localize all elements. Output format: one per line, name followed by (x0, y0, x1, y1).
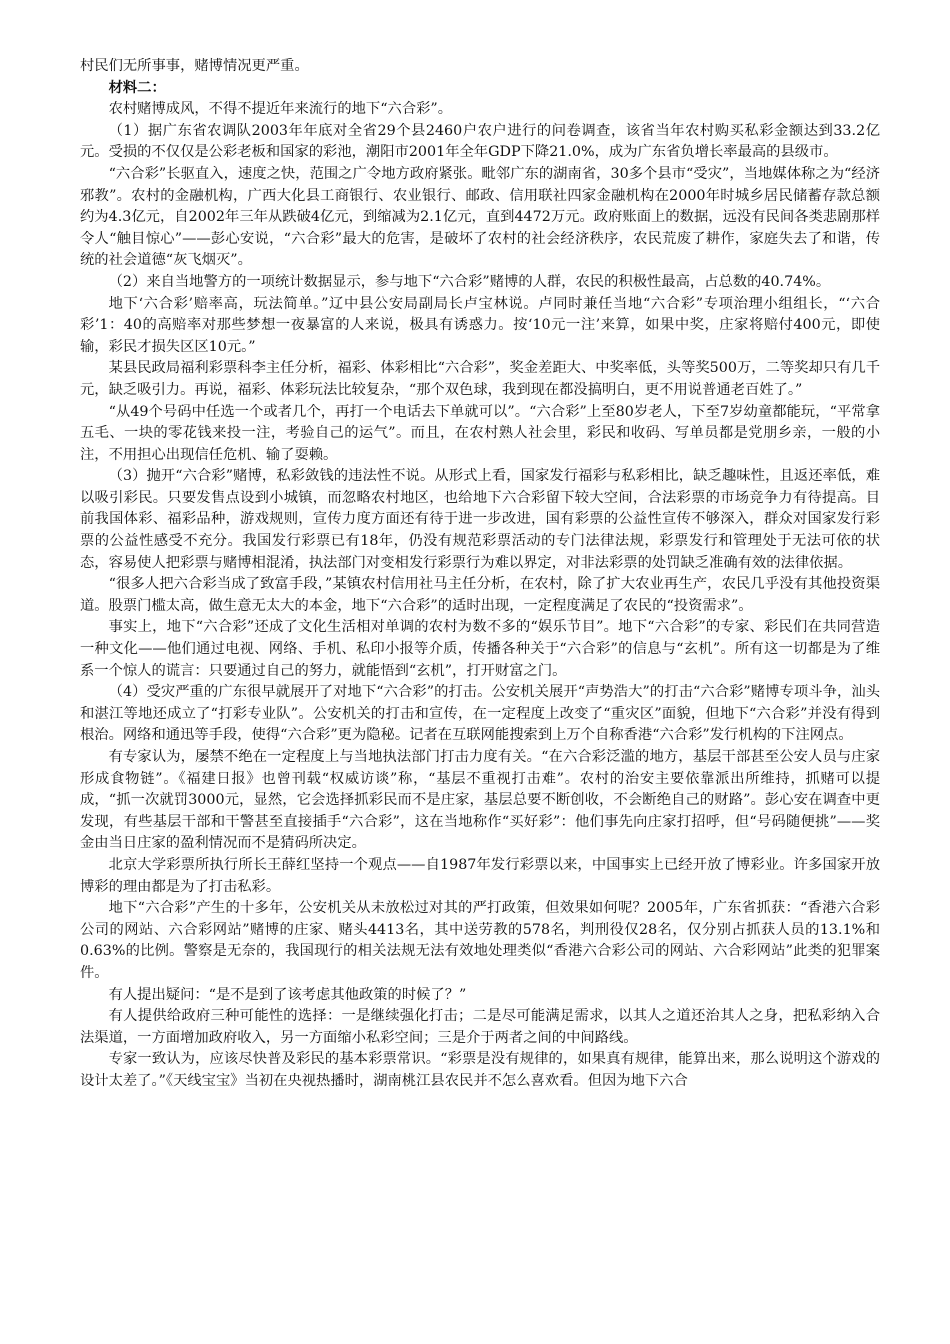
document-page (80, 56, 880, 1093)
paragraph: （3）抛开“六合彩”赌博，私彩敛钱的违法性不说。从形式上看，国家发行福彩与私彩相比，缺乏趣味性，且返还率低，难以吸引彩民。只要发售点设到小城镇，而忽略农村地区，也给地下六合彩留下较大空间，合法彩票的市场竞争力有待提高。目前我国体彩、福彩品种，游戏规则，宣传力度方面还有待于进一步改进，国有彩票的公益性宣传不够深入，群众对国家发行彩票的公益性感受不充分。我国发行彩票已有18年，仍没有规范彩票活动的专门法律法规，彩票发行和管理处于无法可依的状态，容易使人把彩票与赌博相混淆，执法部门对变相发行彩票行为难以界定，对非法彩票的处罚缺乏准确有效的法律依据。 (80, 468, 880, 571)
paragraph: “很多人把六合彩当成了致富手段，”某镇农村信用社马主任分析，在农村，除了扩大农业再生产，农民几乎没有其他投资渠道。股票门槛太高，做生意无太大的本金，地下“六合彩”的适时出现，一定程度满足了农民的“投资需求”。 (80, 576, 880, 614)
paragraph: 北京大学彩票所执行所长王薛红坚持一个观点——自1987年发行彩票以来，中国事实上已经开放了博彩业。许多国家开放博彩的理由都是为了打击私彩。 (80, 856, 880, 895)
paragraph: 村民们无所事事，赌博情况更严重。 (80, 58, 309, 74)
paragraph: “六合彩”长驱直入，速度之快，范围之广令地方政府紧张。毗邻广东的湖南省，30多个县市“受灾”，当地媒体称之为“经济邪教”。农村的金融机构，广西大化县工商银行、农业银行、邮政、信用联社四家金融机构在2000年时城乡居民储蓄存款总额约为4.3亿元，自2002年三年从跌破4亿元，到缩减为2.1亿元，直到4472万元。政府账面上的数据，远没有民间各类悲剧那样令人“触目惊心”——彭心安说，“六合彩”最大的危害，是破坏了农村的社会经济秩序，农民荒废了耕作，家庭失去了和谐，传统的社会道德“灰飞烟灭”。 (80, 165, 880, 269)
paragraph: （1）据广东省农调队2003年年底对全省29个县2460户农户进行的问卷调查，该省当年农村购买私彩金额达到33.2亿元。受损的不仅仅是公彩老板和国家的彩池，潮阳市2001年全年GDP下降21.0%，成为广东省负增长率最高的县级市。 (80, 122, 880, 161)
paragraph: 地下‘六合彩’赔率高，玩法简单。”辽中县公安局副局长卢宝林说。卢同时兼任当地“六合彩”专项治理小组组长，“‘六合彩’1：40的高赔率对那些梦想一夜暴富的人来说，极具有诱惑力。按‘10元一注’来算，如果中奖，庄家将赔付400元，即使输，彩民才损失区区10元。” (80, 295, 880, 355)
paragraph: 有专家认为，屡禁不绝在一定程度上与当地执法部门打击力度有关。“在六合彩泛滥的地方，基层干部甚至公安人员与庄家形成食物链”。《福建日报》也曾刊载“权威访谈”称，“基层不重视打击难”。农村的治安主要依靠派出所维持，抓赌可以提成，“抓一次就罚3000元，显然，它会选择抓彩民而不是庄家，基层总要不断创收，不会断绝自己的财路”。彭心安在调查中更发现，有些基层干部和干警甚至直接插手“六合彩”，这在当地称作“买好彩”：他们事先向庄家打招呼，但“号码随便挑”——奖金由当日庄家的盈利情况而不是猜码所决定。 (80, 749, 880, 852)
section-heading: 材料二： (108, 79, 166, 96)
paragraph: 有人提出疑问：“是不是到了该考虑其他政策的时候了？” (108, 986, 467, 1003)
paragraph: 某县民政局福利彩票科李主任分析，福彩、体彩相比“六合彩”，奖金差距大、中奖率低，头等奖500万，二等奖却只有几千元，缺乏吸引力。再说，福彩、体彩玩法比较复杂，“那个双色球，我到现在都没搞明白，更不用说普通老百姓了。” (80, 360, 880, 398)
paragraph: 地下“六合彩”产生的十多年，公安机关从未放松过对其的严打政策，但效果如何呢？2005年，广东省抓获：“香港六合彩公司的网站、六合彩网站”赌博的庄家、赌头4413名，其中送劳教的578名，判刑役仅28名，仅分别占抓获人员的13.1%和0.63%的比例。警察是无奈的，我国现行的相关法规无法有效地处理类似“香港六合彩公司的网站、六合彩网站”此类的犯罪案件。 (80, 900, 880, 981)
paragraph: 有人提供给政府三种可能性的选择：一是继续强化打击；二是尽可能满足需求，以其人之道还治其人之身，把私彩纳入合法渠道，一方面增加政府收入，另一方面缩小私彩空间；三是介于两者之间的中间路线。 (80, 1008, 880, 1046)
paragraph: （2）来自当地警方的一项统计数据显示，参与地下“六合彩”赌博的人群，农民的积极性最高，占总数的40.74%。 (108, 273, 831, 290)
paragraph: 专家一致认为，应该尽快普及彩民的基本彩票常识。“彩票是没有规律的，如果真有规律，能算出来，那么说明这个游戏的设计太差了。”《天线宝宝》当初在央视热播时，湖南桃江县农民并不怎么喜欢看。但因为地下六合 (80, 1051, 880, 1089)
paragraph: 事实上，地下“六合彩”还成了文化生活相对单调的农村为数不多的“娱乐节目”。地下“六合彩”的专家、彩民们在共同营造一种文化——他们通过电视、网络、手机、私印小报等介质，传播各种关于“六合彩”的信息与“玄机”。所有这一切都是为了维系一个惊人的谎言：只要通过自己的努力，就能悟到“玄机”，打开财富之门。 (80, 619, 880, 679)
paragraph: 农村赌博成风，不得不提近年来流行的地下“六合彩”。 (108, 101, 453, 118)
paragraph: （4）受灾严重的广东很早就展开了对地下“六合彩”的打击。公安机关展开“声势浩大”的打击“六合彩”赌博专项斗争，汕头和湛江等地还成立了“打彩专业队”。公安机关的打击和宣传，在一定程度上改变了“重灾区”面貌，但地下“六合彩”并没有得到根治。网络和通迅等手段，使得“六合彩”更为隐秘。记者在互联网能搜索到上万个自称香港“六合彩”发行机构的下注网点。 (80, 684, 880, 744)
paragraph: “从49个号码中任选一个或者几个，再打一个电话去下单就可以”。“六合彩”上至80岁老人，下至7岁幼童都能玩，“平常拿五毛、一块的零花钱来投一注，考验自己的运气”。而且，在农村熟人社会里，彩民和收码、写单员都是党朋乡亲，一般的小注，不用担心出现信任危机、输了耍赖。 (80, 403, 880, 463)
